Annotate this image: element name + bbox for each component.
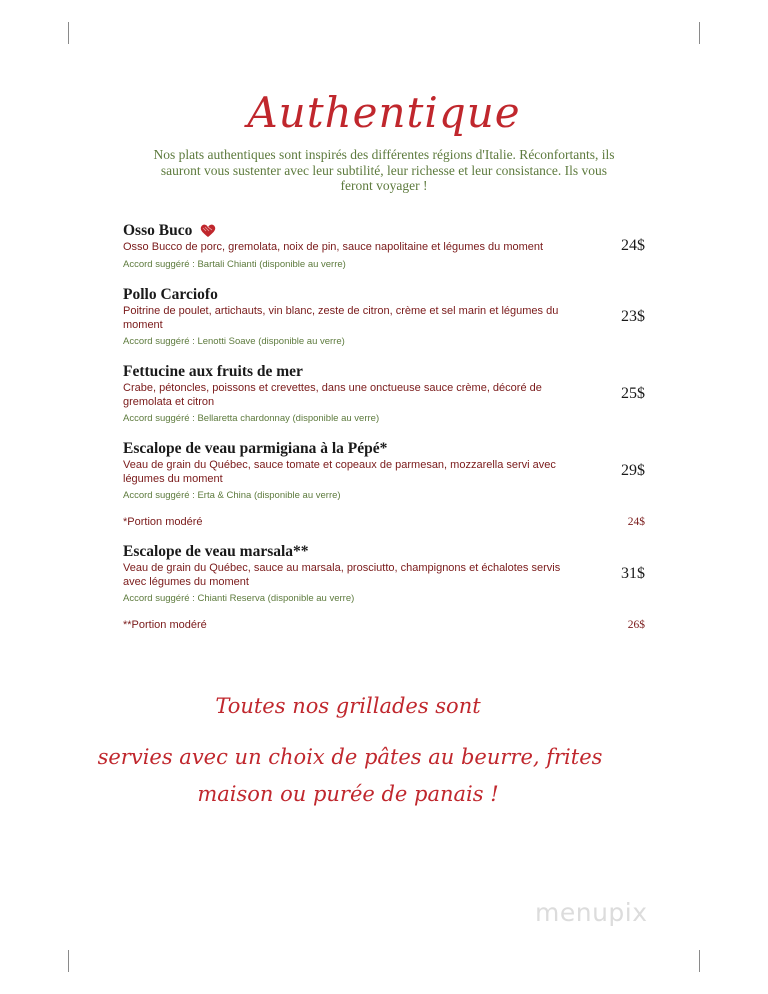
portion-price: 24$	[627, 516, 645, 528]
watermark-logo: menupix	[535, 898, 648, 927]
heart-icon	[200, 224, 216, 238]
menu-item-price: 23$	[621, 308, 645, 325]
menu-item-pairing: Accord suggéré : Bartali Chianti (disponible au verre)	[123, 258, 346, 270]
menu-item-fettucine	[123, 363, 653, 425]
footer-line-3: maison ou purée de panais !	[197, 782, 499, 806]
menu-item-description: Poitrine de poulet, artichauts, vin blanc, zeste de citron, crème et sel marin et légumes du moment	[123, 305, 559, 331]
crop-mark-bottom-left	[68, 950, 69, 972]
portion-row-2	[123, 619, 645, 631]
menu-item-description: Veau de grain du Québec, sauce au marsala, prosciutto, champignons et échalotes servis avec légumes du moment	[123, 562, 561, 588]
menu-item-pairing: Accord suggéré : Lenotti Soave (disponible au verre)	[123, 336, 345, 347]
menu-item-price: 29$	[621, 462, 645, 479]
portion-row-1	[123, 516, 645, 528]
portion-label: **Portion modéré	[123, 619, 207, 631]
menu-item-pairing: Accord suggéré : Bellaretta chardonnay (disponible au verre)	[123, 413, 380, 424]
menu-item-price: 24$	[621, 237, 645, 254]
menu-item-description: Osso Bucco de porc, gremolata, noix de pin, sauce napolitaine et légumes du moment	[123, 241, 544, 253]
crop-mark-top-right	[699, 22, 700, 44]
menu-item-price: 25$	[621, 385, 645, 402]
menu-item-osso-buco	[123, 222, 653, 271]
footer-line-1: Toutes nos grillades sont	[215, 694, 481, 718]
menu-item-pollo-carciofo	[123, 286, 653, 348]
menu-item-escalope-marsala	[123, 543, 653, 605]
footer-line-2: servies avec un choix de pâtes au beurre, frites	[97, 745, 603, 769]
portion-price: 26$	[627, 619, 645, 631]
page-title: Authentique	[247, 88, 521, 137]
portion-label: *Portion modéré	[123, 516, 203, 528]
menu-item-name: Pollo Carciofo	[123, 286, 218, 303]
menu-item-price: 31$	[621, 565, 645, 582]
menu-item-pairing: Accord suggéré : Chianti Reserva (disponible au verre)	[123, 593, 355, 604]
menu-item-escalope-parmigiana	[123, 440, 653, 502]
menu-item-description: Veau de grain du Québec, sauce tomate et copeaux de parmesan, mozzarella servi avec légumes du moment	[123, 459, 556, 485]
menu-item-name: Escalope de veau parmigiana à la Pépé*	[123, 440, 388, 457]
crop-mark-bottom-right	[699, 950, 700, 972]
crop-mark-top-left	[68, 22, 69, 44]
menu-item-description: Crabe, pétoncles, poissons et crevettes, dans une onctueuse sauce crème, décoré de gremolata et citron	[123, 382, 542, 408]
menu-item-name: Osso Buco	[123, 222, 193, 239]
menu-item-name: Escalope de veau marsala**	[123, 543, 309, 560]
menu-item-name: Fettucine aux fruits de mer	[123, 363, 303, 380]
menu-item-name-wrap	[123, 222, 653, 240]
menu-item-pairing: Accord suggéré : Erta & China (disponible au verre)	[123, 490, 341, 501]
intro-text: Nos plats authentiques sont inspirés des différentes régions d'Italie. Réconfortants, ils sauront vous sustenter avec leur subtilité, leur richesse et leur consistance. Ils vous feront voyager !	[153, 147, 615, 193]
